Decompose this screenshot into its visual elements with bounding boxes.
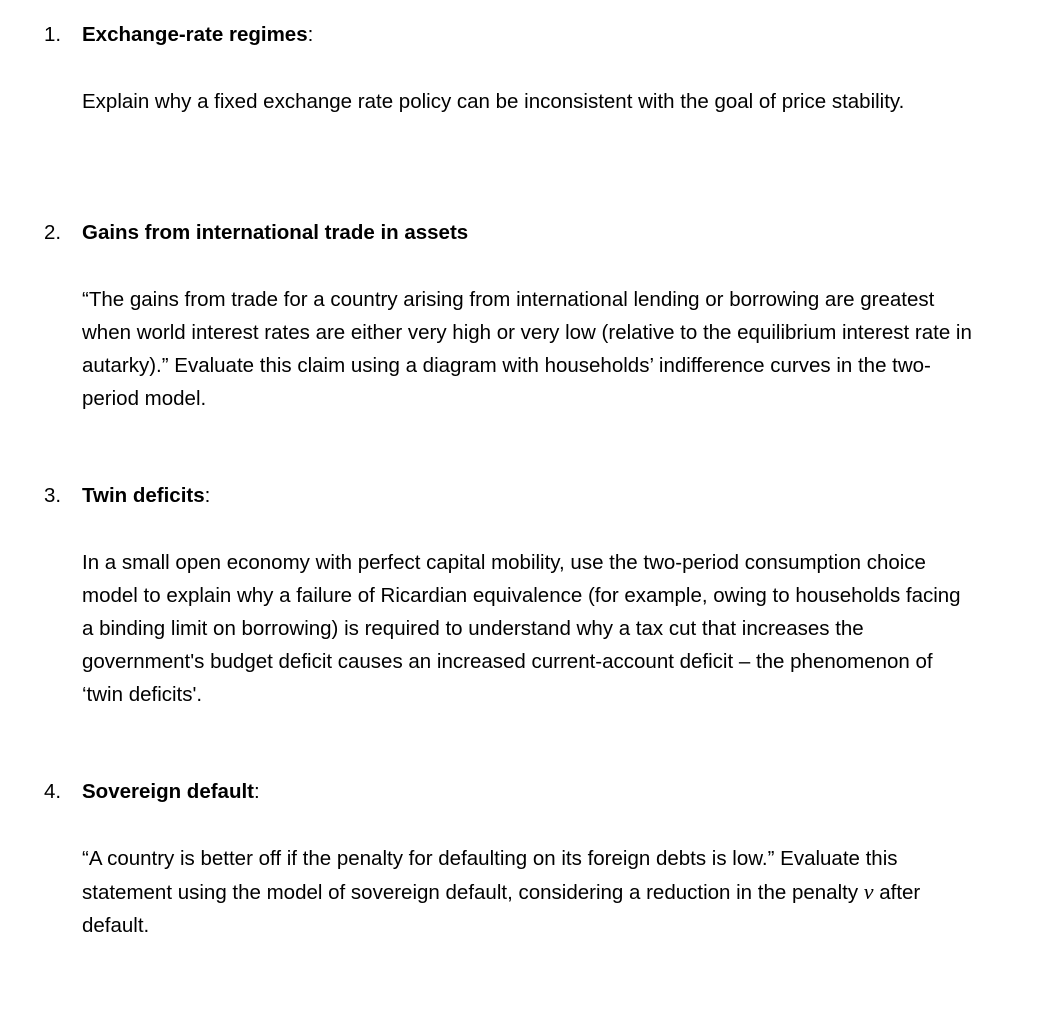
question-number: 4. xyxy=(44,780,62,803)
body-text-end: after default. xyxy=(82,881,921,937)
question-title-text: Gains from international trade in assets xyxy=(82,221,469,244)
title-suffix: : xyxy=(307,23,314,46)
question-heading xyxy=(0,481,1000,511)
question-title xyxy=(82,20,313,50)
question-title xyxy=(82,481,210,511)
question-heading xyxy=(0,777,1000,807)
title-suffix: : xyxy=(254,780,260,803)
question-body: “The gains from trade for a country arising from international lending or borrowing are greatest when world interest rates are either very high or very low (relative to the equilibrium interest rate in autarky).” Evaluate this claim using a diagram with households’ indifference curves in the two-period model. xyxy=(82,288,972,410)
question-number: 2. xyxy=(44,221,62,244)
body-text-start: “A country is better off if the penalty for defaulting on its foreign debts is low.” Evaluate this statement using the model of sovereign default, considering a reduction in the penalty xyxy=(82,847,898,904)
penalty-variable: v xyxy=(863,879,874,904)
question-heading xyxy=(0,218,1000,248)
question-heading xyxy=(0,20,1000,50)
question-title xyxy=(82,218,468,248)
question-title-text: Exchange-rate regimes xyxy=(82,23,308,46)
title-suffix: : xyxy=(204,484,211,507)
question-number: 1. xyxy=(44,23,62,46)
question-body xyxy=(82,842,972,942)
question-number: 3. xyxy=(44,484,62,507)
question-title xyxy=(82,777,260,807)
question-title-text: Sovereign default xyxy=(82,780,255,803)
question-body: Explain why a fixed exchange rate policy can be inconsistent with the goal of price stability. xyxy=(82,90,905,113)
question-body: In a small open economy with perfect capital mobility, use the two-period consumption choice model to explain why a failure of Ricardian equivalence (for example, owing to households facing a binding limit on borrowing) is required to understand why a tax cut that increases the government's budget deficit causes an increased current-account deficit – the phenomenon of ‘twin deficits'. xyxy=(82,551,961,706)
question-title-text: Twin deficits xyxy=(82,484,205,507)
